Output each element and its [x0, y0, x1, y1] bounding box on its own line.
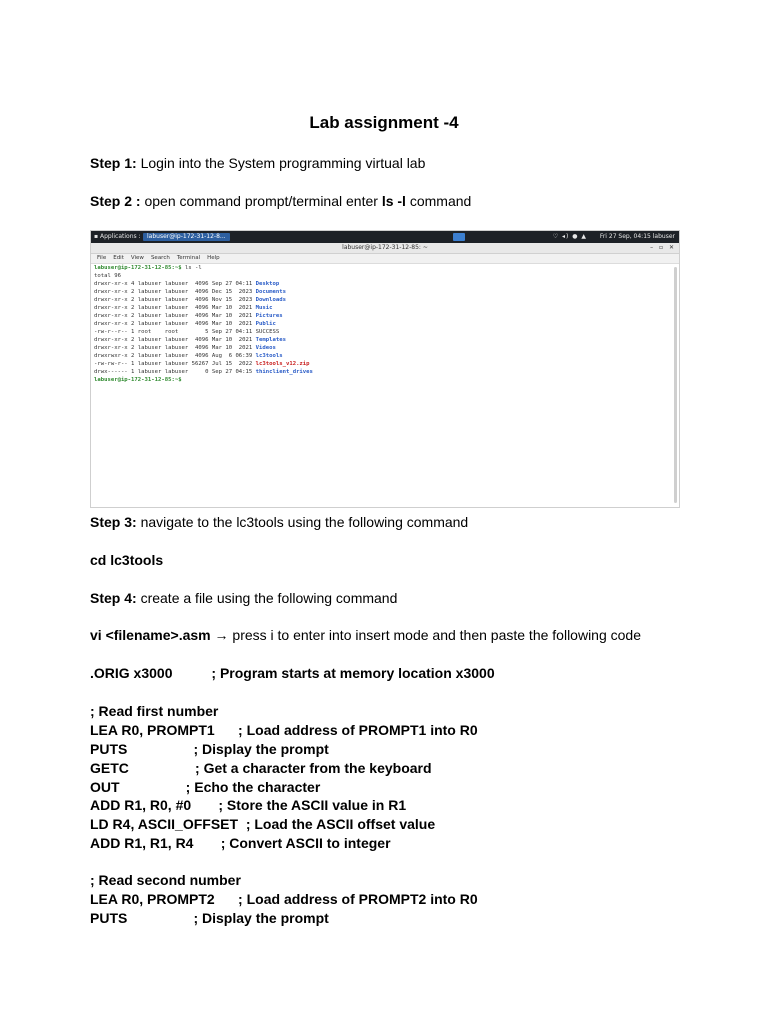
listing-row — [94, 304, 679, 312]
document-title: Lab assignment -4 — [309, 113, 459, 132]
terminal-output — [91, 264, 679, 507]
step-3 — [90, 513, 468, 531]
listing-name: Desktop — [255, 281, 280, 287]
taskbar-window-button: labuser@ip-172-31-12-8... — [143, 233, 230, 241]
terminal-menubar — [91, 254, 679, 264]
listing-meta: drwxr-xr-x 2 labuser labuser 4096 Mar 10 2021 — [94, 337, 256, 343]
step-4 — [90, 589, 397, 607]
applications-menu: ▪ Applications : — [94, 233, 141, 240]
workspace-indicator — [453, 233, 465, 241]
listing-name: Videos — [255, 345, 276, 351]
step-2-text-end: command — [405, 193, 472, 209]
step-2-text: open command prompt/terminal enter — [140, 193, 382, 209]
listing-name: lc3tools_v12.zip — [255, 361, 310, 367]
listing-row — [94, 328, 679, 336]
code-line: PUTS ; Display the prompt — [90, 910, 329, 926]
listing-meta: drwxr-xr-x 2 labuser labuser 4096 Mar 10 2021 — [94, 305, 256, 311]
vi-text: → press i to enter into insert mode and then paste the following code — [210, 627, 642, 643]
step-1-label: Step 1: — [90, 155, 137, 171]
step-2-label: Step 2 : — [90, 193, 141, 209]
listing-meta: drwxr-xr-x 2 labuser labuser 4096 Nov 15 2023 — [94, 297, 256, 303]
step-3-label: Step 3: — [90, 514, 137, 530]
listing-meta: -rw-rw-r-- 1 labuser labuser 56267 Jul 15 2022 — [94, 361, 256, 367]
cd-command: cd lc3tools — [90, 552, 164, 568]
step-1 — [90, 154, 425, 172]
listing-meta: drwxr-xr-x 2 labuser labuser 4096 Mar 10 2021 — [94, 313, 256, 319]
listing-name: Public — [255, 321, 276, 327]
menu-search: Search — [150, 255, 170, 261]
panel-clock: Fri 27 Sep, 04:15 labuser — [599, 233, 675, 240]
listing-row — [94, 352, 679, 360]
listing-row — [94, 312, 679, 320]
code-line: ; Read first number — [90, 703, 219, 719]
terminal-window-title: labuser@ip-172-31-12-85: ~ — [342, 244, 428, 251]
end-prompt: labuser@ip-172-31-12-85:~$ — [94, 377, 182, 383]
listing-meta: drwxr-xr-x 2 labuser labuser 4096 Dec 15 2023 — [94, 289, 256, 295]
vi-instruction — [90, 626, 641, 644]
code-line: ; Read second number — [90, 872, 241, 888]
listing-row — [94, 296, 679, 304]
code-line: GETC ; Get a character from the keyboard — [90, 760, 432, 776]
listing-meta: drwxrwxr-x 2 labuser labuser 4096 Aug 6 06:39 — [94, 353, 256, 359]
listing-name: lc3tools — [255, 353, 283, 359]
listing-row — [94, 360, 679, 368]
listing-name: Music — [255, 305, 273, 311]
code-orig: .ORIG x3000 ; Program starts at memory location x3000 — [90, 665, 495, 681]
listing-meta: -rw-r--r-- 1 root root 5 Sep 27 04:11 — [94, 329, 256, 335]
code-line: LEA R0, PROMPT2 ; Load address of PROMPT2 into R0 — [90, 891, 478, 907]
listing-name: Documents — [255, 289, 286, 295]
menu-help: Help — [207, 255, 220, 261]
menu-file: File — [97, 255, 107, 261]
code-line: ADD R1, R1, R4 ; Convert ASCII to integer — [90, 835, 391, 851]
menu-edit: Edit — [113, 255, 124, 261]
step-2-command: ls -l — [381, 193, 406, 209]
listing-row — [94, 288, 679, 296]
listing-meta: drwxr-xr-x 2 labuser labuser 4096 Mar 10 2021 — [94, 345, 256, 351]
step-1-text: Login into the System programming virtual lab — [136, 155, 426, 171]
terminal-titlebar — [91, 243, 679, 254]
listing-row — [94, 336, 679, 344]
step-3-text: navigate to the lc3tools using the following command — [136, 514, 469, 530]
listing-name: Templates — [255, 337, 286, 343]
menu-terminal: Terminal — [176, 255, 201, 261]
vi-command: vi <filename>.asm — [90, 627, 211, 643]
prompt: labuser@ip-172-31-12-85:~$ — [94, 265, 182, 271]
code-line: PUTS ; Display the prompt — [90, 741, 329, 757]
typed-command: ls -l — [181, 265, 202, 271]
prompt-line — [94, 264, 679, 272]
listing-name: Downloads — [255, 297, 286, 303]
code-line: ADD R1, R0, #0 ; Store the ASCII value in R1 — [90, 797, 407, 813]
code-line: OUT ; Echo the character — [90, 779, 321, 795]
listing-name: SUCCESS — [255, 329, 280, 335]
listing-row — [94, 344, 679, 352]
listing-name: thinclient_drives — [255, 369, 313, 375]
listing-row — [94, 320, 679, 328]
system-tray-icons: ♡ ◂) ● ▲ — [552, 233, 587, 240]
code-line: LD R4, ASCII_OFFSET ; Load the ASCII offset value — [90, 816, 436, 832]
listing-meta: drwxr-xr-x 4 labuser labuser 4096 Sep 27 04:11 — [94, 281, 256, 287]
step-4-label: Step 4: — [90, 590, 137, 606]
step-2 — [90, 192, 471, 210]
listing — [94, 280, 679, 376]
listing-meta: drwx------ 1 labuser labuser 0 Sep 27 04:15 — [94, 369, 256, 375]
end-prompt-line — [94, 376, 679, 384]
listing-row — [94, 280, 679, 288]
listing-name: Pictures — [255, 313, 283, 319]
listing-meta: drwxr-xr-x 2 labuser labuser 4096 Mar 10 2021 — [94, 321, 256, 327]
code-line: LEA R0, PROMPT1 ; Load address of PROMPT1 into R0 — [90, 722, 478, 738]
window-controls: – ▫ ✕ — [650, 244, 676, 251]
terminal-scrollbar — [674, 267, 677, 503]
total-line: total 96 — [94, 273, 121, 279]
desktop-top-panel — [91, 231, 679, 243]
menu-view: View — [130, 255, 144, 261]
step-4-text: create a file using the following command — [136, 590, 398, 606]
terminal-screenshot — [90, 230, 680, 508]
listing-row — [94, 368, 679, 376]
